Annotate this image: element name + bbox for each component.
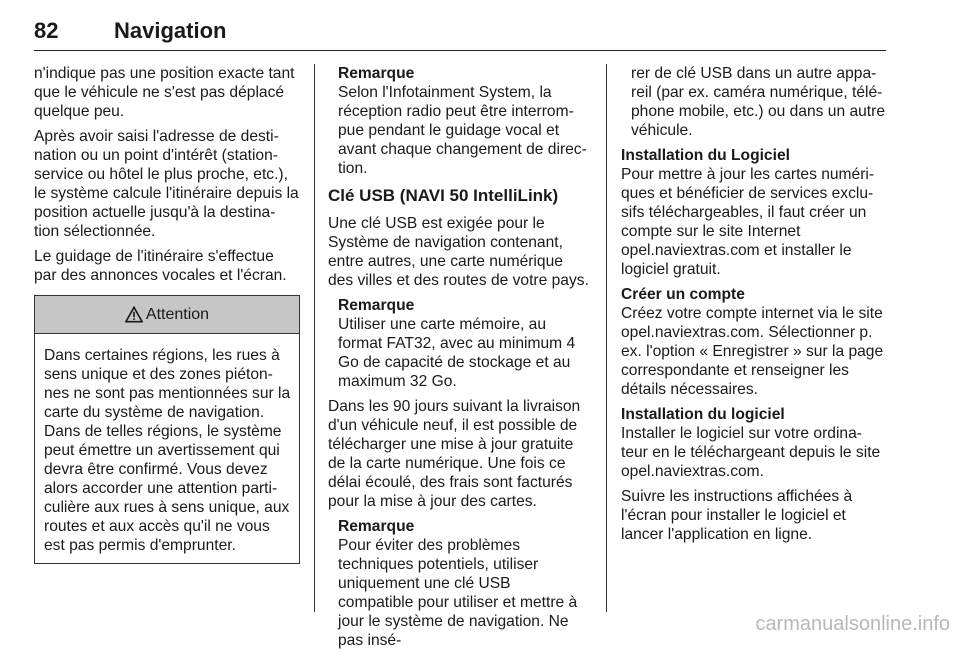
- attention-header: [35, 296, 299, 334]
- attention-box: [34, 295, 300, 564]
- attention-text: Dans certaines régions, les rues à sens unique et des zones piéton-nes ne sont pas mentionnées sur la carte du système de navigation. Dans de telles régions, le système peut émettre un avertissement qui devra être confirmé. Vous devez alors accorder une attention parti-culière aux rues à sens unique, aux routes et aux accès qu'il ne vous est pas permis d'emprunter.: [44, 347, 291, 554]
- paragraph: Dans les 90 jours suivant la livraison d'un véhicule neuf, il est possible de télécharger une mise à jour gratuite de la carte numérique. Une fois ce délai écoulé, des frais sont facturés pour la mise à jour des cartes.: [328, 398, 581, 510]
- column-right: [621, 64, 887, 550]
- subheading: Installation du logiciel: [621, 406, 785, 423]
- column-left: [34, 64, 300, 564]
- paragraph: rer de clé USB dans un autre appa-reil (par ex. caméra numérique, télé-phone mobile, etc.) ou dans un autre véhicule.: [631, 65, 885, 139]
- column-divider: [606, 64, 607, 612]
- subheading: Installation du Logiciel: [621, 147, 790, 164]
- watermark: carmanualsonline.info: [755, 613, 950, 635]
- attention-title: Attention: [145, 306, 210, 323]
- note-block: [338, 296, 590, 391]
- paragraph: Suivre les instructions affichées à l'écran pour installer le logiciel et lancer l'application en ligne.: [621, 488, 853, 543]
- paragraph: Une clé USB est exigée pour le Système de navigation contenant, entre autres, une carte numérique des villes et des routes de votre pays.: [328, 215, 589, 289]
- paragraph: Installer le logiciel sur votre ordina-teur en le téléchargeant depuis le site opel.naviextras.com.: [621, 425, 881, 480]
- paragraph: Le guidage de l'itinéraire s'effectue par des annonces vocales et l'écran.: [34, 248, 287, 284]
- paragraph: Créez votre compte internet via le site opel.naviextras.com. Sélectionner p. ex. l'option « Enregistrer » sur la page correspondante et renseigner les détails nécessaires.: [621, 305, 884, 398]
- note-text: Pour éviter des problèmes techniques potentiels, utiliser uniquement une clé USB compatible pour utiliser et mettre à jour le système de navigation. Ne pas insé-: [338, 537, 578, 649]
- note-title: Remarque: [338, 518, 415, 535]
- subheading: Créer un compte: [621, 286, 745, 303]
- column-divider: [314, 64, 315, 612]
- page-number: 82: [34, 18, 59, 43]
- note-text: Selon l'Infotainment System, la réception radio peut être interrom-pue pendant le guidage vocal et avant chaque changement de direc-tion.: [338, 84, 587, 177]
- note-block: [338, 64, 590, 178]
- page-header: [34, 12, 886, 51]
- section-title: Navigation: [114, 18, 227, 43]
- note-title: Remarque: [338, 65, 415, 82]
- note-block: [338, 517, 590, 650]
- warning-triangle-icon: [125, 306, 143, 323]
- paragraph: n'indique pas une position exacte tant que le véhicule ne s'est pas déplacé quelque peu.: [34, 65, 295, 120]
- column-middle: [328, 64, 590, 656]
- paragraph: Pour mettre à jour les cartes numéri-ques et bénéficier de services exclu-sifs téléchargeables, il faut créer un compte sur le site Internet opel.naviextras.com et installer le logiciel gratuit.: [621, 166, 875, 278]
- note-text: Utiliser une carte mémoire, au format FAT32, avec au minimum 4 Go de capacité de stockage et au maximum 32 Go.: [338, 316, 576, 390]
- section-heading: Clé USB (NAVI 50 IntelliLink): [328, 186, 559, 205]
- paragraph: Après avoir saisi l'adresse de desti-nation ou un point d'intérêt (station-service ou hôtel le plus proche, etc.), le système calcule l'itinéraire depuis la position actuelle jusqu'à la destina-tion sélectionnée.: [34, 128, 299, 240]
- note-title: Remarque: [338, 297, 415, 314]
